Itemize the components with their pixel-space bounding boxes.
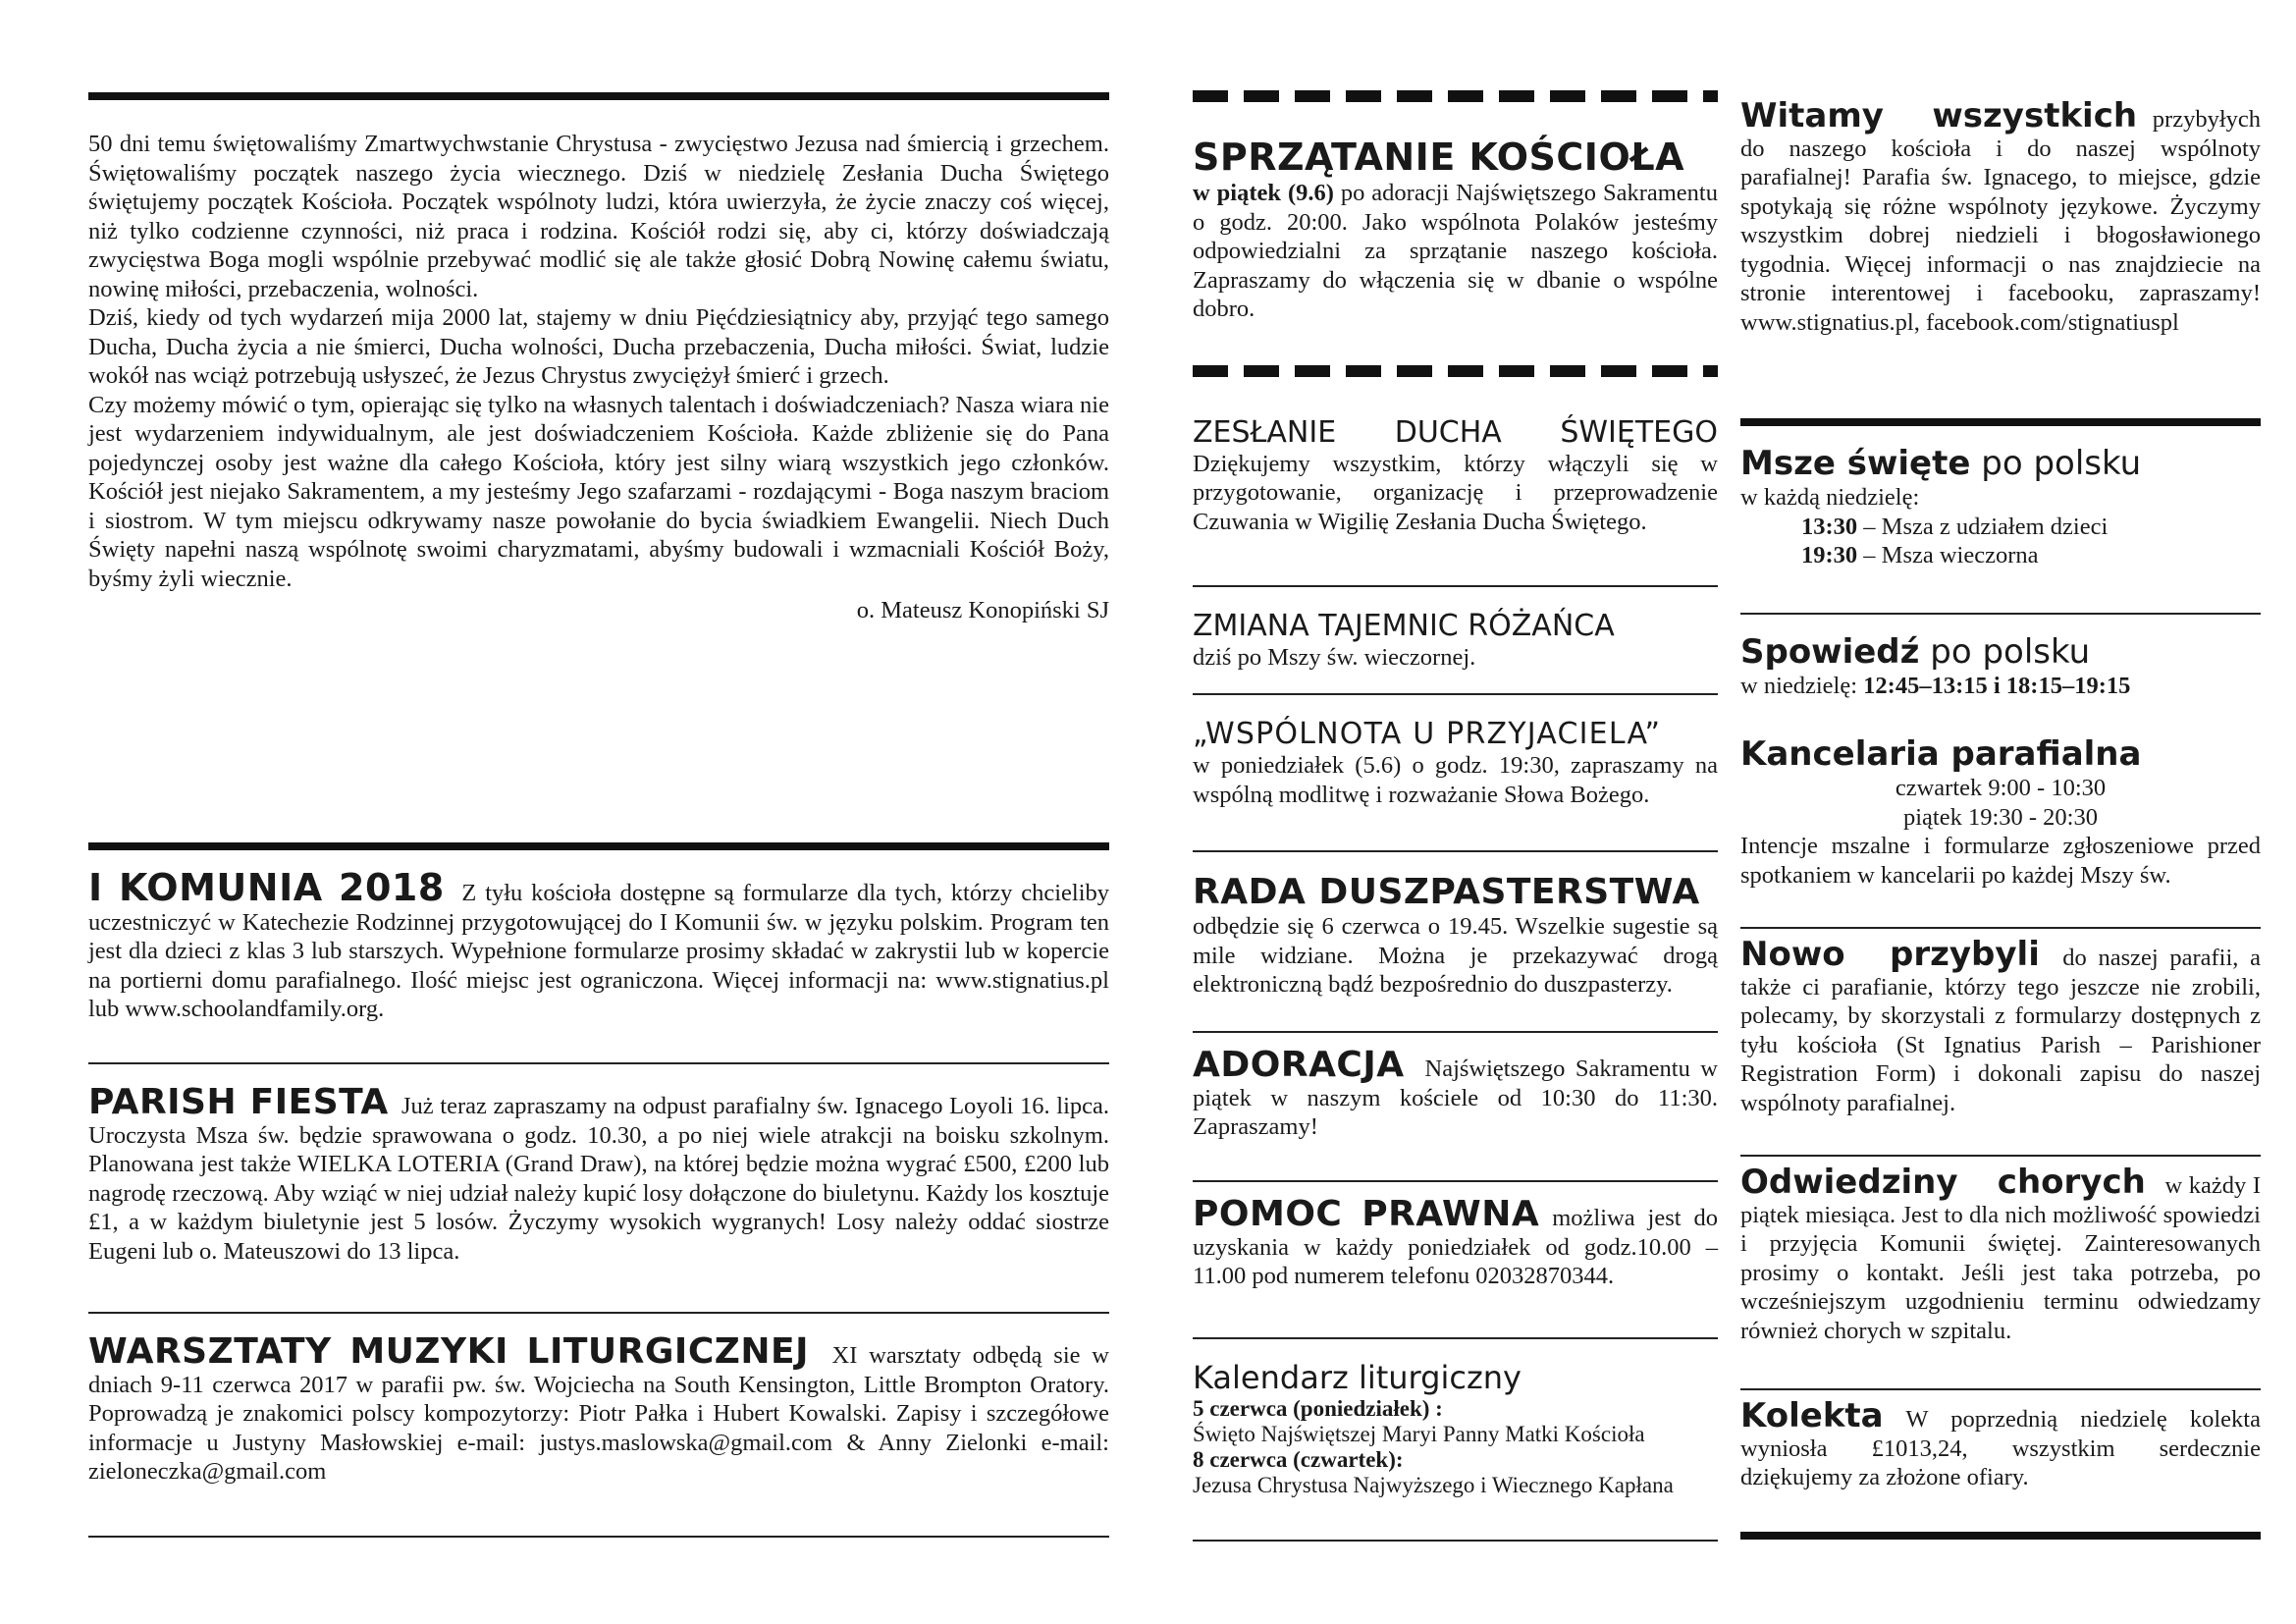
pomoc-title: POMOC PRAWNA (1193, 1194, 1540, 1234)
fiesta-title: PARISH FIESTA (88, 1082, 389, 1122)
intro-signature: o. Mateusz Konopiński SJ (856, 597, 1109, 623)
intro-paragraph-1: 50 dni temu świętowaliśmy Zmartwychwstanie Chrystusa - zwycięstwo Jezusa nad śmiercią i grzechem. Świętowaliśmy początek naszego życia wiecznego. Dziś w niedzielę Zesłania Ducha Świętego świętujemy początek Kościoła. Początek wspólnoty ludzi, która uwierzyła, że życie znaczy coś więcej, niż tylko codzienne czynności, niż praca i rodzina. Kościół rodzi się, aby ci, którzy doświadczają zwycięstwa Boga mogli wspólnie przebywać modlić się ale także głosić Dobrą Nowinę całemu światu, nowinę miłości, przebaczenia, wolności. (88, 131, 1109, 302)
zeslanie-section (1193, 415, 1718, 536)
dashed-rule (1193, 365, 1718, 377)
divider (1740, 613, 2261, 615)
kancelaria-title: Kancelaria parafialna (1740, 734, 2142, 774)
sprzatanie-text: po adoracji Najświętszego Sakramentu o godz. 20:00. Jako wspólnota Polaków jesteśmy odpowiedzialni za sprzątanie naszego kościoła. Zapraszamy do włączenia się w dbanie o wspólne dobro. (1193, 180, 1718, 322)
wspolnota-text: w poniedziałek (5.6) o godz. 19:30, zapraszamy na wspólną modlitwę i rozważanie Słowa Bożego. (1193, 752, 1718, 808)
kalendarz-section (1193, 1359, 1718, 1498)
witamy-text: przybyłych do naszego kościoła i do naszej wspólnoty parafialnej! Parafia św. Ignacego, to miejsce, gdzie spotykają się różne wspólnoty językowe. Życzymy wszystkim dobrej niedzieli i błogosławionego tygodnia. Więcej informacji o nas znajdziecie na stronie interentowej i facebooku, zapraszamy! www.stignatius.pl, facebook.com/stignatiuspl (1740, 106, 2261, 336)
kalendarz-title: Kalendarz liturgiczny (1193, 1359, 1522, 1396)
pomoc-text: możliwa jest do uzyskania w każdy poniedziałek od godz.10.00 – 11.00 pod numerem telefonu 02032870344. (1193, 1205, 1718, 1289)
kalendarz-date-1: 5 czerwca (poniedziałek) : (1193, 1396, 1443, 1421)
msze-title-rest: po polsku (1981, 444, 2142, 483)
divider (1193, 585, 1718, 587)
intro-paragraph-3: Czy możemy mówić o tym, opierając się tylko na własnych talentach i doświadczeniach? Nasza wiara nie jest wydarzeniem indywidualnym, ale jest doświadczeniem Kościoła. Każde zbliżenie się do Pana pojedynczej osoby jest ważne dla całego Kościoła, który jest silny wiarą wszystkich jego członków. Kościół jest niejako Sakramentem, a my jesteśmy Jego szafarzami - rozdającymi - Boga naszym braciom i siostrom. W tym miejscu odkrywamy nasze powołanie do bycia świadkiem Ewangelii. Niech Duch Święty napełni naszą wspólnotę swoimi charyzmatami, abyśmy budowali i wzmacniali Kościół Boży, byśmy żyli wiecznie. (88, 391, 1109, 592)
kancelaria-hours-2: piątek 19:30 - 20:30 (1902, 803, 2098, 831)
msze-section (1740, 444, 2261, 570)
intro-paragraph-2: Dziś, kiedy od tych wydarzeń mija 2000 lat, stajemy w dniu Pięćdziesiątnicy aby, przyjąć tego samego Ducha, Ducha życia a nie śmierci, Ducha wolności, Ducha przebaczenia, Ducha miłości. Świat, ludzie wokół nas wciąż potrzebują usłyszeć, że Jezus Chrystus zwyciężył śmierć i grzech. (88, 304, 1109, 389)
divider (1193, 1540, 1718, 1542)
section-rule (1740, 418, 2261, 426)
odwiedziny-text: w każdy I piątek miesiąca. Jest to dla nich możliwość spowiedzi i przyjęcia Komunii świętej. Zainteresowanych prosimy o kontakt. Jeśli jest taka potrzeba, po wcześniejszym uzgodnieniu terminu odwiedzamy również chorych w szpitalu. (1740, 1172, 2262, 1344)
witamy-section (1740, 96, 2261, 337)
nowo-title: Nowo przybyli (1740, 935, 2040, 974)
sprzatanie-section (1193, 135, 1718, 324)
zmiana-section (1193, 609, 1718, 673)
wspolnota-title: „WSPÓLNOTA U PRZYJACIELA” (1193, 717, 1662, 751)
kolekta-title: Kolekta (1740, 1396, 1884, 1435)
kalendarz-event-1: Święto Najświętszej Maryi Panny Matki Kościoła (1193, 1422, 1645, 1446)
nowo-section (1740, 935, 2261, 1117)
divider (88, 1062, 1109, 1064)
warsztaty-section (88, 1331, 1109, 1487)
witamy-title: Witamy wszystkich (1740, 96, 2138, 135)
sprzatanie-lead: w piątek (9.6) (1193, 180, 1334, 206)
zmiana-title: ZMIANA TAJEMNIC RÓŻAŃCA (1193, 609, 1615, 643)
divider (1193, 850, 1718, 852)
kalendarz-date-2: 8 czerwca (czwartek): (1193, 1447, 1404, 1472)
msze-time-2: 19:30 (1801, 542, 1858, 568)
spowiedz-times: 12:45–13:15 i 18:15–19:15 (1863, 673, 2131, 699)
pomoc-section (1193, 1194, 1718, 1291)
fiesta-text: Już teraz zapraszamy na odpust parafialny św. Ignacego Loyoli 16. lipca. Uroczysta Msza św. będzie sprawowana o godz. 10.30, a po niej wiele atrakcji na boisku szkolnym. Planowana jest także WIELKA LOTERIA (Grand Draw), na której będzie można wygrać £500, £200 lub nagrodę rzeczową. Aby wziąć w niej udział należy kupić losy dołączone do biuletynu. Każdy los kosztuje £1, a w każdym biuletynie jest 5 losów. Życzymy wysokich wygranych! Losy należy oddać siostrze Eugeni lub o. Mateuszowi do 13 lipca. (88, 1093, 1110, 1265)
bottom-rule (1740, 1532, 2261, 1540)
kolekta-section (1740, 1396, 2261, 1492)
rada-title: RADA DUSZPASTERSTWA (1193, 872, 1700, 912)
section-rule (88, 842, 1109, 850)
komunia-section (88, 866, 1109, 1024)
adoracja-section (1193, 1045, 1719, 1142)
divider (1193, 1180, 1718, 1182)
fiesta-section (88, 1082, 1110, 1266)
kolekta-text: W poprzednią niedzielę kolekta wyniosła £1013,24, wszystkim serdecznie dziękujemy za złożone ofiary. (1740, 1406, 2261, 1490)
divider (1193, 693, 1718, 695)
dashed-rule (1193, 90, 1718, 102)
zeslanie-text: Dziękujemy wszystkim, którzy włączyli się w przygotowanie, organizację i przeprowadzenie Czuwania w Wigilię Zesłania Ducha Świętego. (1193, 450, 1718, 535)
msze-title: Msze święte (1740, 444, 1971, 483)
kancelaria-section (1740, 734, 2261, 890)
divider (88, 1536, 1109, 1538)
msze-label-1: – Msza z udziałem dzieci (1863, 513, 2109, 540)
sprzatanie-title: SPRZĄTANIE KOŚCIOŁA (1193, 135, 1685, 179)
komunia-text: Z tyłu kościoła dostępne są formularze dla tych, którzy chcieliby uczestniczyć w Katechezie Rodzinnej przygotowującej do I Komunii św. w języku polskim. Program ten jest dla dzieci z klas 3 lub starszych. Wypełnione formularze prosimy składać w zakrystii lub w kopercie na portierni domu parafialnego. Ilość miejsc jest ograniczona. Więcej informacji na: www.stignatius.pl lub www.schoolandfamily.org. (88, 880, 1109, 1022)
odwiedziny-title: Odwiedziny chorych (1740, 1163, 2146, 1202)
zmiana-text: dziś po Mszy św. wieczornej. (1193, 644, 1476, 671)
adoracja-text: Najświętszego Sakramentu w piątek w naszym kościele od 10:30 do 11:30. Zapraszamy! (1193, 1056, 1719, 1140)
msze-label-2: – Msza wieczorna (1863, 542, 2039, 568)
warsztaty-title: WARSZTATY MUZYKI LITURGICZNEJ (88, 1331, 809, 1372)
zeslanie-title: ZESŁANIE DUCHA ŚWIĘTEGO (1193, 415, 1718, 450)
wspolnota-section (1193, 717, 1718, 809)
spowiedz-section (1740, 632, 2261, 701)
msze-sub: w każdą niedzielę: (1740, 484, 1920, 511)
nowo-text: do naszej parafii, a także ci parafianie, którzy tego jeszcze nie zrobili, polecamy, by skorzystali z formularzy dostępnych z tyłu kościoła (St Ignatius Parish – Parishioner Registration Form) i dokonali zapisu do naszej wspólnoty parafialnej. (1740, 945, 2261, 1116)
spowiedz-title: Spowiedź (1740, 632, 1920, 672)
kancelaria-hours-1: czwartek 9:00 - 10:30 (1895, 775, 2107, 801)
rada-text: odbędzie się 6 czerwca o 19.45. Wszelkie sugestie są mile widziane. Można je przekazywać drogą elektroniczną bądź bezpośrednio do duszpasterzy. (1193, 913, 1718, 998)
odwiedziny-section (1740, 1163, 2262, 1345)
komunia-title: I KOMUNIA 2018 (88, 866, 445, 909)
divider (1740, 927, 2261, 929)
msze-time-1: 13:30 (1801, 513, 1858, 540)
divider (1740, 1388, 2261, 1390)
divider (88, 1312, 1109, 1314)
top-rule (88, 92, 1109, 100)
rada-section (1193, 872, 1718, 1000)
divider (1740, 1155, 2261, 1157)
divider (1193, 1031, 1718, 1033)
adoracja-title: ADORACJA (1193, 1045, 1405, 1085)
spowiedz-title-rest: po polsku (1930, 632, 2091, 672)
warsztaty-text: XI warsztaty odbędą sie w dniach 9-11 czerwca 2017 w parafii pw. św. Wojciecha na South Kensington, Little Brompton Oratory. Poprowadzą je znakomici polscy kompozytorzy: Piotr Pałka i Hubert Kowalski. Zapisy i szczegółowe informacje u Justyny Masłowskiej e-mail: justys.maslowska@gmail.com & Anny Zielonki e-mail: zieloneczka@gmail.com (88, 1342, 1109, 1485)
kancelaria-text: Intencje mszalne i formularze zgłoszeniowe przed spotkaniem w kancelarii po każdej Mszy św. (1740, 833, 2261, 889)
kalendarz-event-2: Jezusa Chrystusa Najwyższego i Wiecznego Kapłana (1193, 1473, 1674, 1497)
divider (1193, 1337, 1718, 1339)
intro-section (88, 130, 1109, 624)
spowiedz-lead: w niedzielę: (1740, 673, 1858, 699)
